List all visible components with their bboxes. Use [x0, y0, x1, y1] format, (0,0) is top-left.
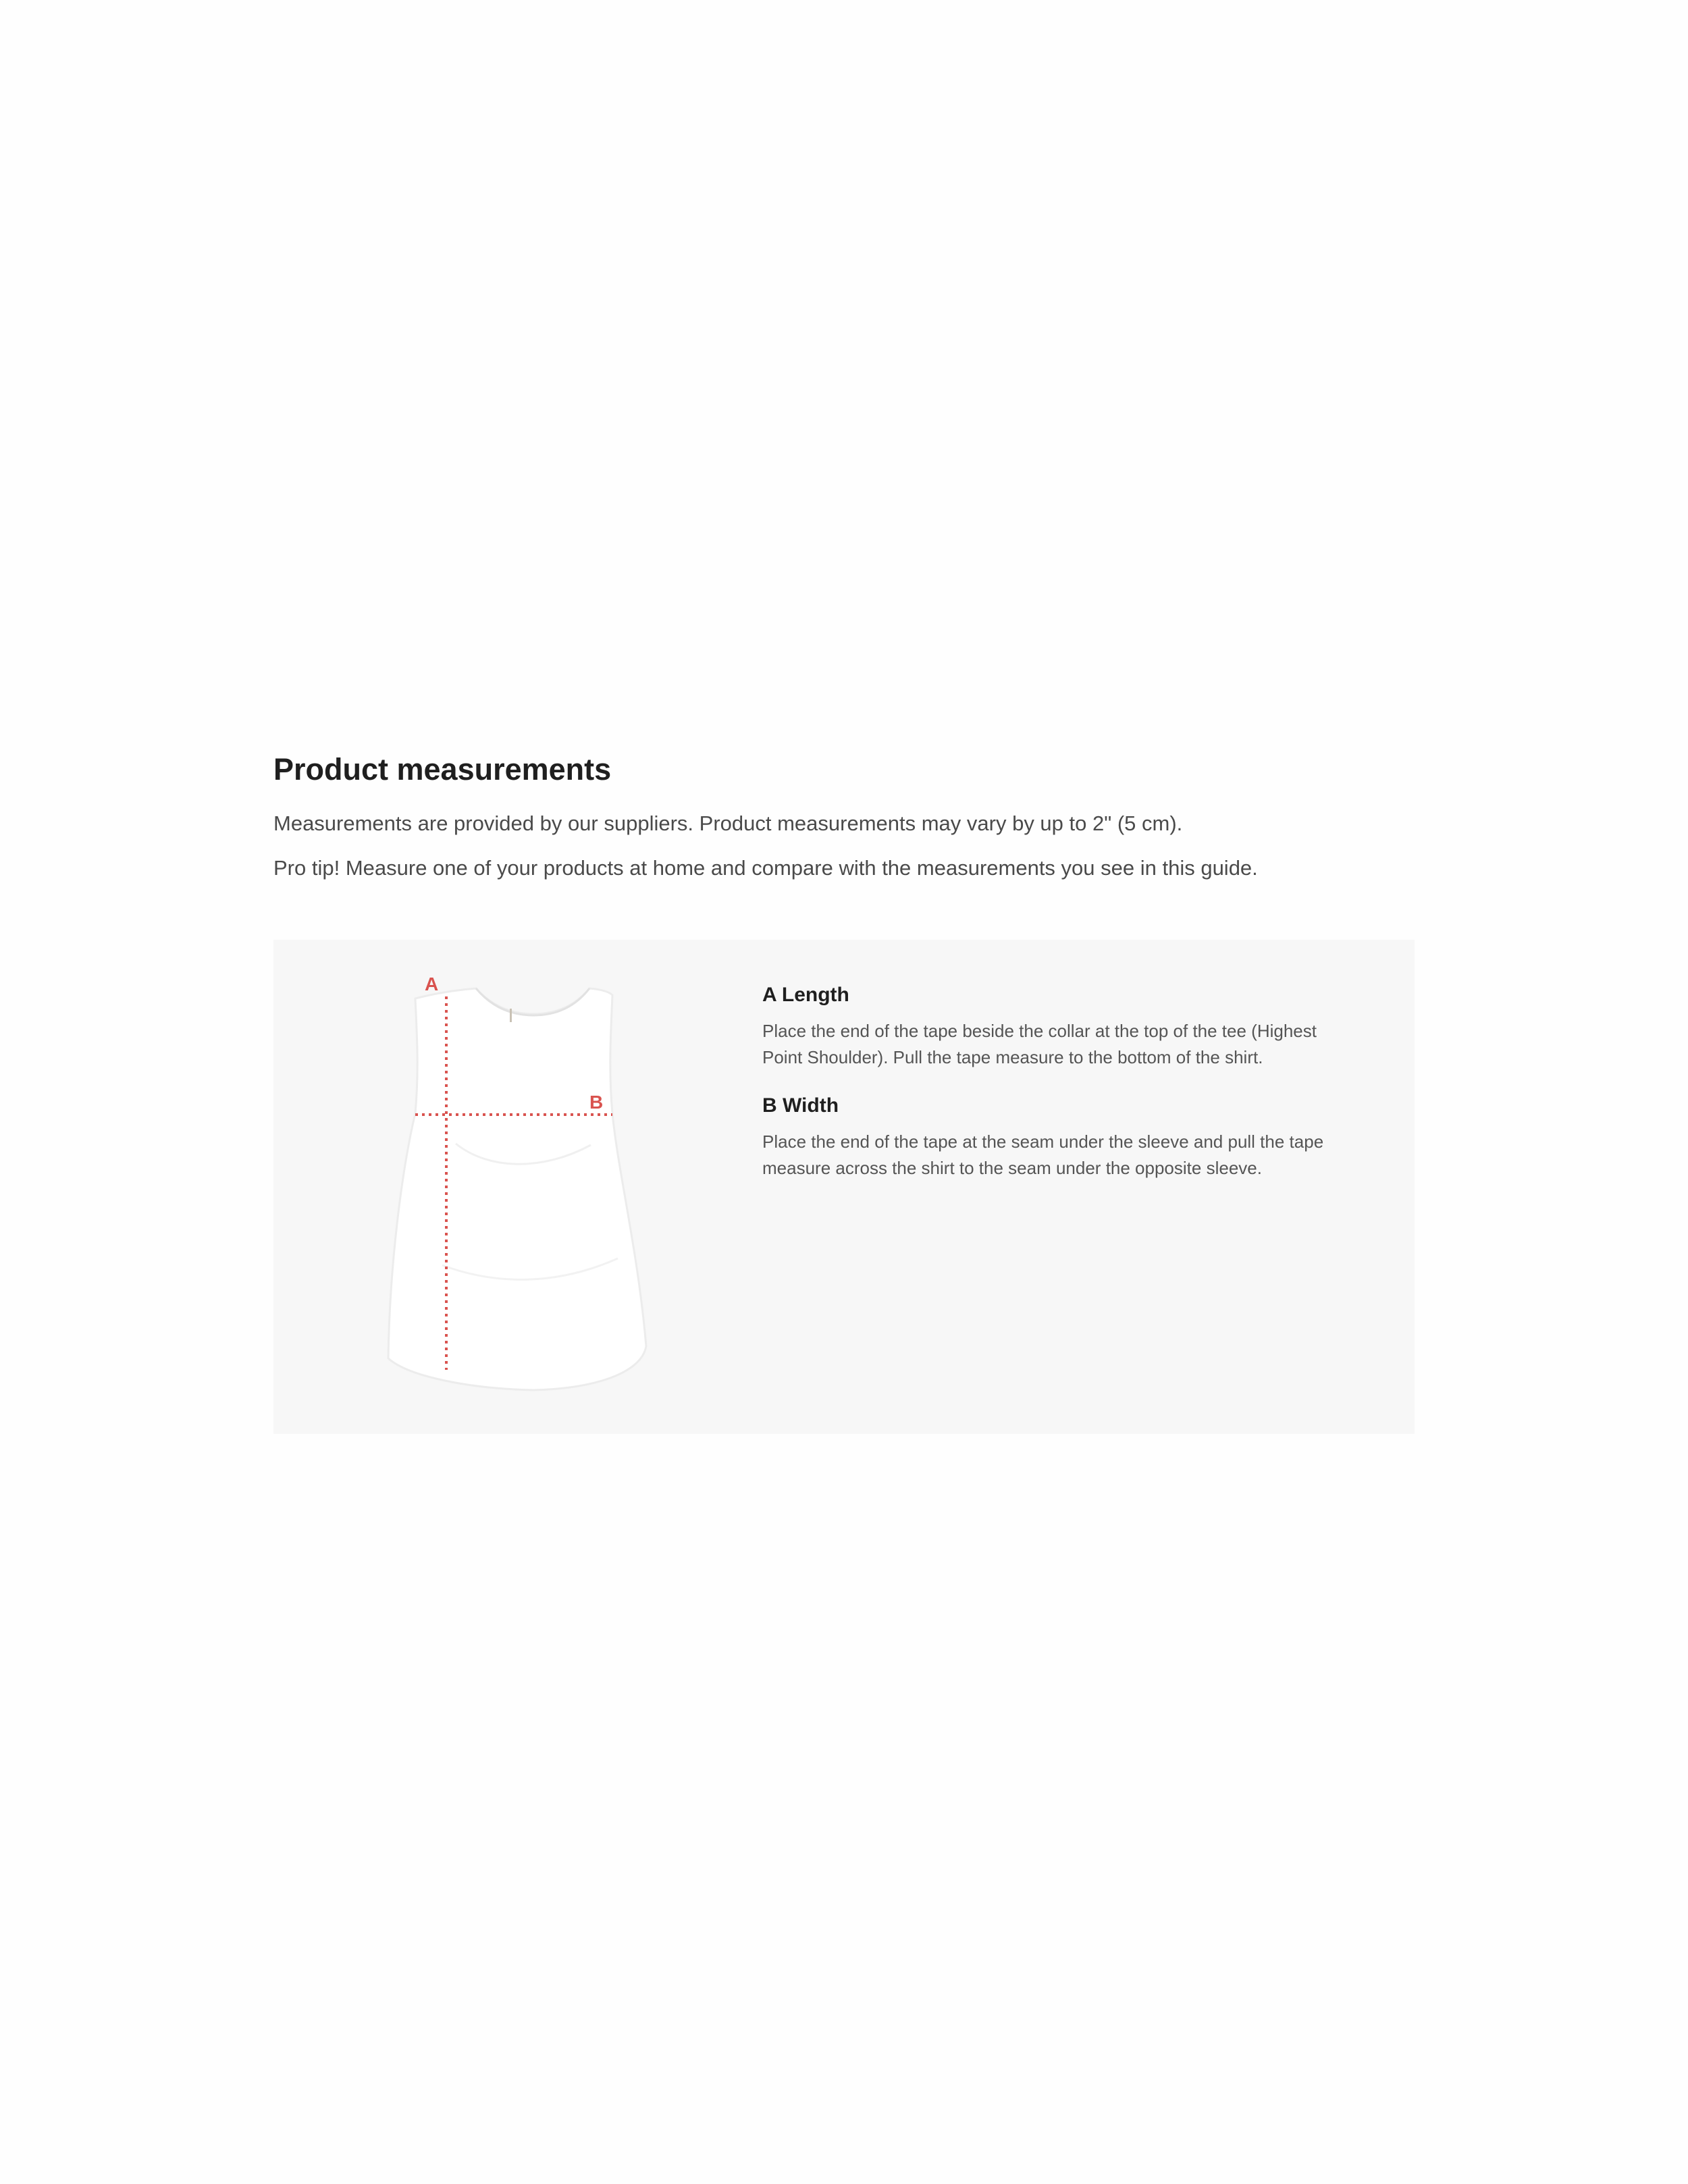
measurement-guide-panel [273, 940, 1415, 1434]
label-a: A [425, 974, 439, 994]
length-description: Place the end of the tape beside the collar at the top of the tee (Highest Point Shoulder). Pull the tape measure to the bottom of the shirt. [762, 1021, 1317, 1067]
length-title: A Length [762, 984, 849, 1006]
width-description: Place the end of the tape at the seam under the sleeve and pull the tape measure across the shirt to the seam under the opposite sleeve. [762, 1131, 1324, 1178]
tank-top-shape [388, 988, 646, 1390]
tag-mark [510, 1009, 512, 1022]
width-title: B Width [762, 1094, 839, 1117]
intro-text-pro-tip: Pro tip! Measure one of your products at home and compare with the measurements you see in this guide. [273, 856, 1258, 880]
measurement-item-width [762, 1092, 1356, 1181]
measurement-definitions [762, 982, 1356, 1181]
tank-top-illustration [375, 968, 658, 1400]
label-b: B [589, 1092, 604, 1113]
measurement-item-length [762, 982, 1356, 1071]
page-title: Product measurements [273, 752, 612, 787]
measurements-section [273, 749, 1415, 882]
intro-text-suppliers: Measurements are provided by our suppliers. Product measurements may vary by up to 2" (5 cm). [273, 811, 1183, 835]
tank-top-diagram [375, 968, 658, 1400]
